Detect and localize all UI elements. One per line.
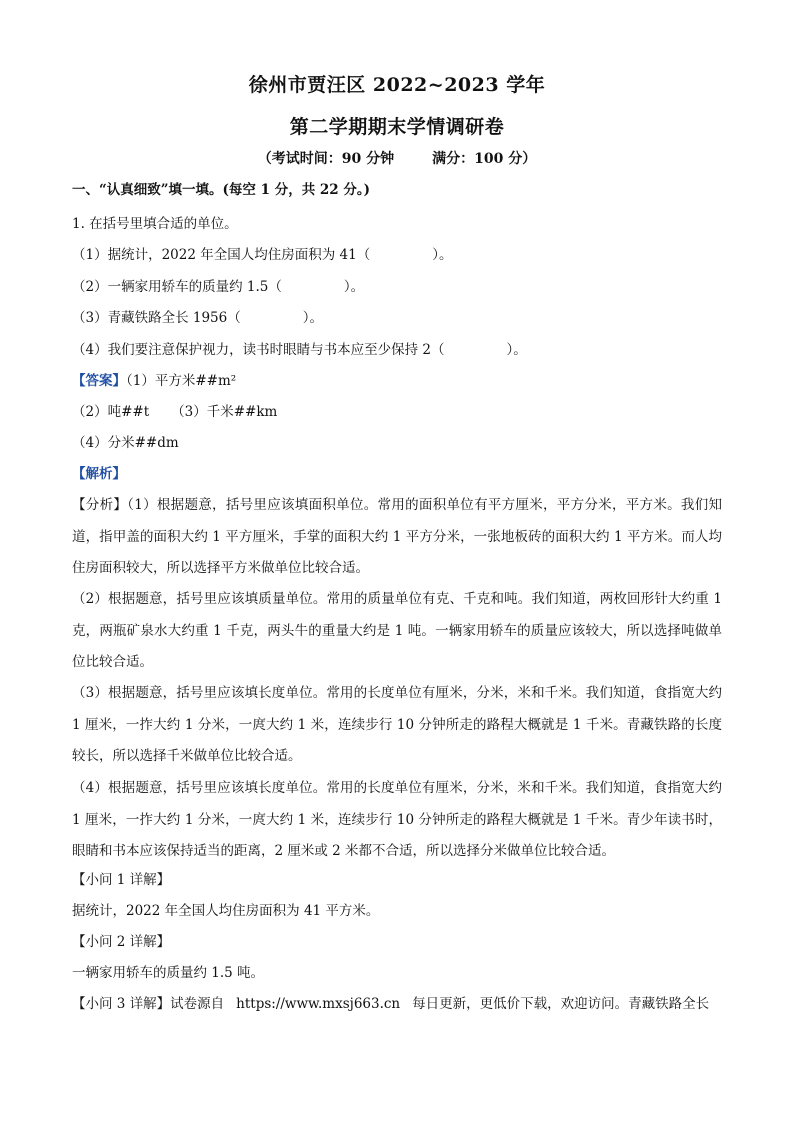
question-item-3	[72, 308, 722, 328]
item-2-prefix: （2）一辆家用轿车的质量约 1.5（	[72, 279, 282, 295]
analysis-paragraph-3: （3）根据题意，括号里应该填长度单位。常用的长度单位有厘米，分米，米和千米。我们知道，食指宽大约 1 厘米，一拃大约 1 分米，一庹大约 1 米，连续步行 10 分钟所走的路程大概就是 1 千米。青藏铁路的长度较长，所以选择千米做单位比较合适。	[72, 685, 722, 764]
item-4-suffix: ）。	[506, 342, 527, 358]
detail-2-heading: 【小问 2 详解】	[72, 934, 171, 950]
analysis-heading	[72, 464, 722, 484]
item-1-suffix: ）。	[432, 247, 453, 263]
answer-1: （1）平方米##m²	[126, 373, 237, 389]
answer-label: 【答案】	[72, 373, 126, 389]
detail-1-text: 据统计，2022 年全国人均住房面积为 41 平方米。	[72, 903, 380, 919]
detail-3-prefix: 试卷源自	[170, 996, 225, 1012]
detail-3-line	[72, 994, 722, 1014]
fenxi-label: 【分析】	[72, 497, 128, 513]
item-1-prefix: （1）据统计，2022 年全国人均住房面积为 41（	[72, 247, 371, 263]
exam-time: （考试时间：90 分钟	[257, 151, 395, 167]
answer-2: （2）吨##t	[72, 404, 150, 420]
page-title-line1: 徐州市贾汪区 2022~2023 学年	[248, 74, 546, 96]
item-3-prefix: （3）青藏铁路全长 1956（	[72, 310, 241, 326]
detail-3-heading: 【小问 3 详解】	[72, 996, 171, 1012]
detail-2-text: 一辆家用轿车的质量约 1.5 吨。	[72, 965, 265, 981]
analysis-paragraph-4: （4）根据题意，括号里应该填长度单位。常用的长度单位有厘米，分米，米和千米。我们知道，食指宽大约 1 厘米，一拃大约 1 分米，一庹大约 1 米，连续步行 10 分钟所走的路程大概就是 1 千米。青少年读书时，眼睛和书本应该保持适当的距离，2 厘米或 2 米都不合适，所以选择分米做单位比较合适。	[72, 780, 722, 859]
question-stem: 1. 在括号里填合适的单位。	[72, 216, 238, 232]
answer-line-3	[72, 433, 722, 453]
item-4-prefix: （4）我们要注意保护视力，读书时眼睛与书本应至少保持 2（	[72, 342, 445, 358]
answer-line-1	[72, 371, 722, 391]
analysis-paragraph-1	[72, 490, 722, 585]
full-score: 满分：100 分）	[432, 151, 537, 167]
item-2-suffix: ）。	[343, 279, 365, 295]
detail-3-suffix: 每日更新，更低价下载，欢迎访问。青藏铁路全长	[412, 996, 710, 1012]
source-link[interactable]: https://www.mxsj663.cn	[236, 996, 401, 1012]
analysis-p1-text: （1）根据题意，括号里应该填面积单位。常用的面积单位有平方厘米，平方分米，平方米。我们知道，指甲盖的面积大约 1 平方厘米，手掌的面积大约 1 平方分米，一张地板砖的面积大约 1 平方米。而人均住房面积较大，所以选择平方米做单位比较合适。	[72, 497, 723, 576]
answer-line-2	[72, 402, 722, 422]
answer-4: （4）分米##dm	[72, 435, 179, 451]
analysis-label: 【解析】	[72, 466, 126, 482]
item-3-suffix: ）。	[302, 310, 323, 326]
exam-info	[0, 148, 794, 168]
page-title-line2: 第二学期期末学情调研卷	[289, 116, 505, 138]
question-item-1	[72, 245, 722, 265]
detail-1-heading: 【小问 1 详解】	[72, 872, 171, 888]
question-item-4	[72, 340, 722, 360]
answer-3: （3）千米##km	[171, 404, 278, 420]
analysis-paragraph-2: （2）根据题意，括号里应该填质量单位。常用的质量单位有克、千克和吨。我们知道，两枚回形针大约重 1 克，两瓶矿泉水大约重 1 千克，两头牛的重量大约是 1 吨。一辆家用轿车的质量应该较大，所以选择吨做单位比较合适。	[72, 591, 722, 670]
question-item-2	[72, 277, 722, 297]
section-heading: 一、“认真细致”填一填。(每空 1 分，共 22 分。)	[72, 182, 371, 198]
